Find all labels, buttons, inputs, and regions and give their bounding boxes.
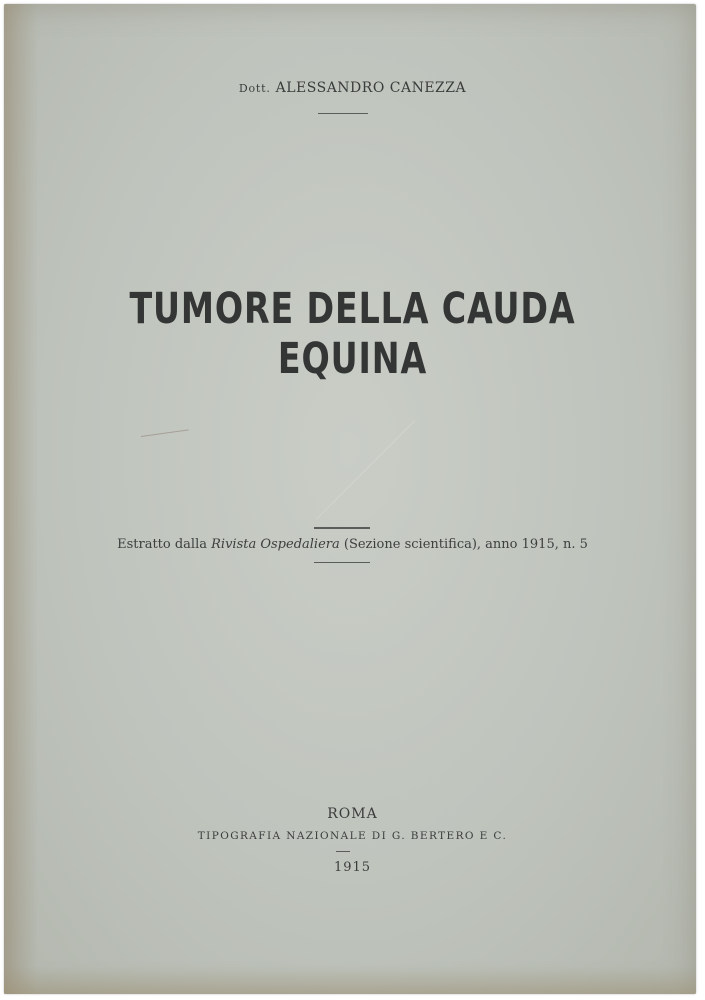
extract-suffix: (Sezione scientifica), anno 1915, n. 5 (339, 537, 588, 552)
extract-prefix: Estratto dalla (117, 537, 212, 552)
author-prefix: Dott. (238, 82, 271, 95)
printer-rule (336, 851, 350, 852)
publication-year: 1915 (333, 860, 372, 875)
author-rule (318, 113, 368, 114)
publication-city: ROMA (327, 806, 378, 822)
printer-name: TIPOGRAFIA NAZIONALE DI G. BERTERO E C. (197, 830, 508, 842)
book-title: TUMORE DELLA CAUDA EQUINA (129, 284, 576, 384)
extract-rule-top (314, 527, 370, 529)
book-cover (4, 4, 696, 994)
author-name: ALESSANDRO CANEZZA (275, 80, 467, 96)
journal-name: Rivista Ospedaliera (211, 537, 340, 552)
paper-crease (316, 420, 416, 520)
edge-stain-left (4, 4, 38, 994)
paper-crease (141, 429, 189, 437)
extract-rule-bottom (314, 562, 370, 563)
edge-stain-bottom (4, 966, 696, 994)
extract-note (0, 537, 705, 552)
author-line (0, 80, 705, 96)
